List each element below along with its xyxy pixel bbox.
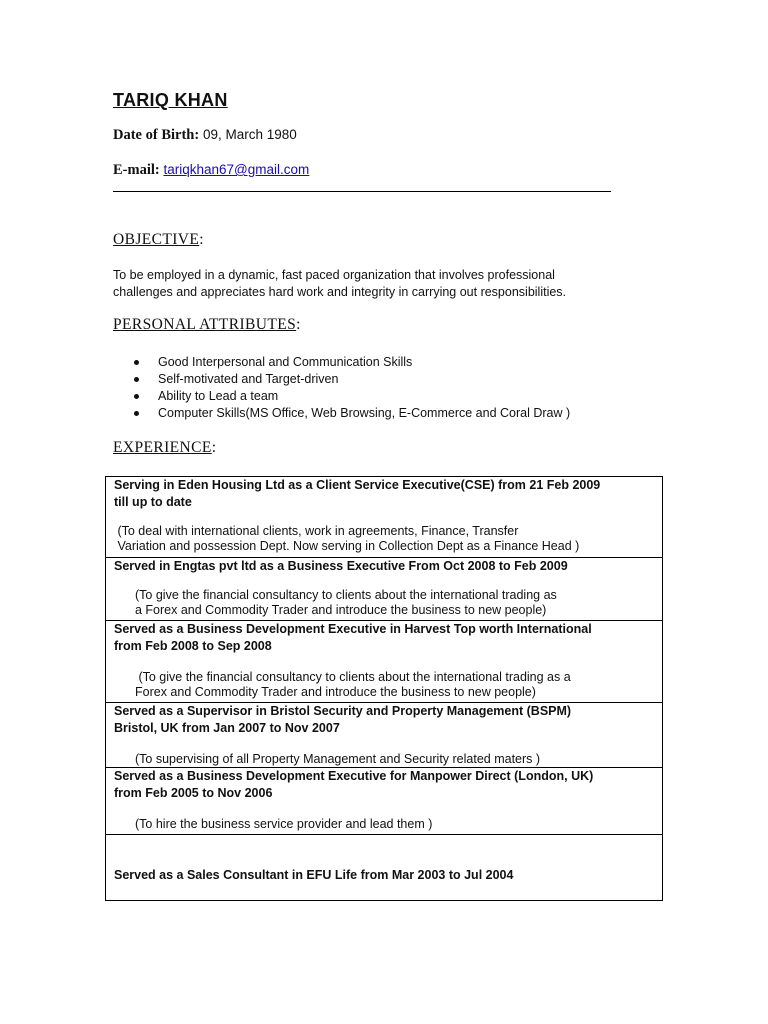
experience-description [135,817,656,832]
attributes-heading [113,316,301,334]
experience-desc-line: (To hire the business service provider and lead them ) [135,817,433,831]
attributes-list [113,354,570,422]
email-link[interactable]: tariqkhan67@gmail.com [163,162,310,177]
objective-line: To be employed in a dynamic, fast paced organization that involves professional [113,268,555,282]
experience-desc-line: (To supervising of all Property Management and Security related maters ) [135,752,541,766]
attribute-item: Good Interpersonal and Communication Skills [113,354,570,371]
experience-row [106,620,662,703]
experience-title [114,768,656,801]
experience-title-line: Served as a Business Development Executive in Harvest Top worth International [114,622,592,636]
experience-title-line: Served as a Business Development Executive for Manpower Direct (London, UK) [114,769,594,783]
experience-title [114,867,656,884]
objective-title: OBJECTIVE [113,231,200,248]
experience-heading [113,439,216,457]
experience-title [114,477,656,510]
attribute-item: Computer Skills(MS Office, Web Browsing, E-Commerce and Coral Draw ) [113,405,570,422]
experience-row [106,834,662,902]
email [113,162,309,179]
experience-description [135,588,656,618]
experience-desc-line: (To give the financial consultancy to clients about the international trading as a [135,670,571,684]
attributes-title: PERSONAL ATTRIBUTES [113,316,297,333]
experience-title-line: Served as a Sales Consultant in EFU Life from Mar 2003 to Jul 2004 [114,868,514,882]
objective-heading [113,231,204,249]
attribute-item: Ability to Lead a team [113,388,570,405]
experience-desc-line: Variation and possession Dept. Now serving in Collection Dept as a Finance Head ) [114,539,580,553]
experience-title-line: from Feb 2008 to Sep 2008 [114,638,272,653]
experience-row [106,767,662,835]
experience-desc-line: (To deal with international clients, work in agreements, Finance, Transfer [114,524,519,538]
dob-value: 09, March 1980 [202,127,297,142]
objective-line: challenges and appreciates hard work and integrity in carrying out responsibilities. [113,284,567,299]
date-of-birth [113,127,297,144]
experience-title [114,558,656,575]
experience-title-line: from Feb 2005 to Nov 2006 [114,785,273,800]
experience-description [135,670,656,700]
header-divider [113,191,611,192]
experience-title-line: Bristol, UK from Jan 2007 to Nov 2007 [114,720,340,735]
experience-title-line: Served as a Supervisor in Bristol Security and Property Management (BSPM) [114,704,572,718]
experience-colon: : [211,439,217,456]
experience-title-line: till up to date [114,494,192,509]
experience-row [106,477,662,557]
experience-title [114,621,656,654]
objective-text [113,267,673,300]
attribute-item: Self-motivated and Target-driven [113,371,570,388]
dob-label: Date of Birth: [113,127,200,143]
experience-description [114,524,656,554]
experience-row [106,702,662,768]
experience-desc-line: a Forex and Commodity Trader and introduce the business to new people) [135,603,547,617]
candidate-name: TARIQ KHAN [113,90,228,110]
experience-table [105,476,663,901]
experience-title: EXPERIENCE [113,439,212,456]
experience-desc-line: Forex and Commodity Trader and introduce the business to new people) [135,685,536,699]
experience-title-line: Serving in Eden Housing Ltd as a Client Service Executive(CSE) from 21 Feb 2009 [114,478,601,492]
attributes-colon: : [296,316,301,333]
experience-title [114,703,656,736]
experience-title-line: Served in Engtas pvt ltd as a Business Executive From Oct 2008 to Feb 2009 [114,559,568,573]
objective-colon: : [199,231,204,248]
experience-desc-line: (To give the financial consultancy to clients about the international trading as [135,588,557,602]
experience-row [106,557,662,621]
email-label: E-mail: [113,162,160,178]
experience-description [135,752,656,767]
